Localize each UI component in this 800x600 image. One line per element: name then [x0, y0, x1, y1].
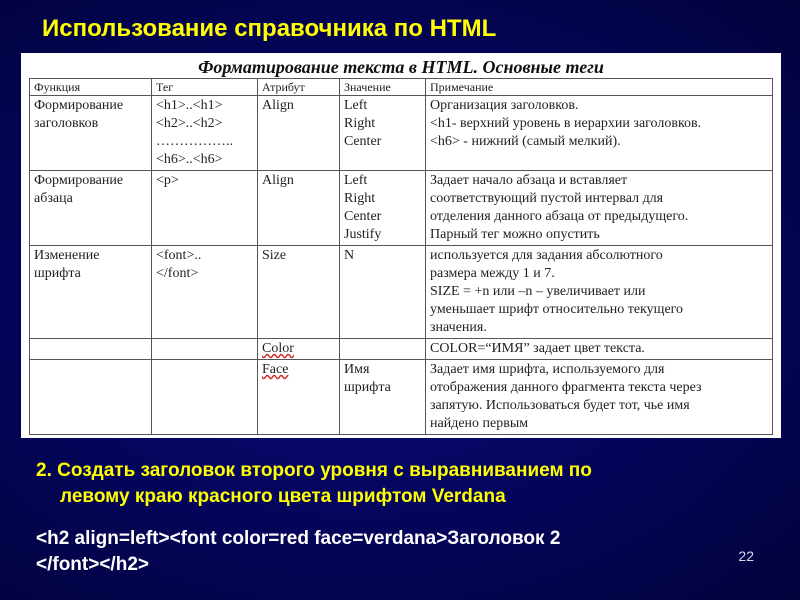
table-row	[30, 96, 773, 171]
cell-line: Организация заголовков.	[430, 98, 579, 113]
cell-line: Формирование	[34, 173, 124, 188]
table-cell-attribute	[258, 360, 340, 435]
cell-line: запятую. Использоваться будет тот, чье имя	[430, 398, 690, 413]
column-header: Функция	[30, 79, 152, 96]
table-cell-note	[426, 360, 773, 435]
task-line-2: левому краю красного цвета шрифтом Verdana	[60, 486, 506, 507]
cell-line: соответствующий пустой интервал для	[430, 191, 664, 206]
cell-line: <h6> - нижний (самый мелкий).	[430, 134, 621, 149]
cell-line: ……………..	[156, 134, 233, 149]
table-row	[30, 360, 773, 435]
cell-line: Задает имя шрифта, используемого для	[430, 362, 665, 377]
cell-line: Center	[344, 134, 382, 149]
column-header: Тег	[152, 79, 258, 96]
table-header-row	[30, 79, 773, 96]
table-cell-note	[426, 339, 773, 360]
cell-line: Имя	[344, 362, 370, 377]
cell-line: Изменение	[34, 248, 100, 263]
table-cell-attribute	[258, 96, 340, 171]
table-cell-tag	[152, 339, 258, 360]
table-cell-function	[30, 96, 152, 171]
cell-line: Задает начало абзаца и вставляет	[430, 173, 628, 188]
table-row	[30, 171, 773, 246]
cell-line: Left	[344, 173, 368, 188]
column-header: Примечание	[426, 79, 773, 96]
cell-line: абзаца	[34, 191, 73, 206]
cell-line: Right	[344, 191, 376, 206]
cell-line: отделения данного абзаца от предыдущего.	[430, 209, 689, 224]
reference-table-image	[21, 53, 781, 438]
table-cell-function	[30, 246, 152, 339]
table-cell-function	[30, 360, 152, 435]
table-cell-value	[340, 171, 426, 246]
cell-line: <h1- верхний уровень в иерархии заголовков.	[430, 116, 702, 131]
cell-line: уменьшает шрифт относительно текущего	[430, 302, 684, 317]
cell-line: SIZE = +n или –n – увеличивает или	[430, 284, 646, 299]
code-line-2: </font></h2>	[36, 554, 149, 575]
table-cell-note	[426, 246, 773, 339]
cell-line: Right	[344, 116, 376, 131]
cell-line: Left	[344, 98, 368, 113]
cell-line: Align	[262, 98, 294, 113]
column-header: Атрибут	[258, 79, 340, 96]
table-cell-tag	[152, 171, 258, 246]
cell-line: Center	[344, 209, 382, 224]
reference-table	[29, 78, 773, 435]
cell-line: Формирование	[34, 98, 124, 113]
cell-line: шрифта	[34, 266, 81, 281]
table-row	[30, 246, 773, 339]
task-line-1: 2. Создать заголовок второго уровня с выравниванием по	[36, 460, 592, 481]
table-cell-attribute	[258, 246, 340, 339]
table-row	[30, 339, 773, 360]
cell-line: Align	[262, 173, 294, 188]
cell-line: Size	[262, 248, 287, 263]
table-cell-value	[340, 360, 426, 435]
cell-line: <h1>..<h1>	[156, 98, 223, 113]
table-cell-attribute	[258, 339, 340, 360]
code-line-1: <h2 align=left><font color=red face=verdana>Заголовок 2	[36, 528, 561, 549]
cell-line: Justify	[344, 227, 382, 242]
cell-line: <h6>..<h6>	[156, 152, 223, 167]
table-cell-value	[340, 339, 426, 360]
code-example	[36, 526, 560, 578]
cell-line: Color	[262, 341, 294, 356]
cell-line: </font>	[156, 266, 199, 281]
task-text	[36, 458, 766, 510]
column-header: Значение	[340, 79, 426, 96]
table-cell-attribute	[258, 171, 340, 246]
cell-line: Face	[262, 362, 289, 377]
cell-line: N	[344, 248, 355, 263]
cell-line: COLOR=“ИМЯ” задает цвет текста.	[430, 341, 645, 356]
cell-line: <font>..	[156, 248, 202, 263]
cell-line: Парный тег можно опустить	[430, 227, 600, 242]
cell-line: отображения данного фрагмента текста через	[430, 380, 702, 395]
table-cell-tag	[152, 96, 258, 171]
cell-line: <p>	[156, 173, 179, 188]
table-cell-note	[426, 171, 773, 246]
cell-line: <h2>..<h2>	[156, 116, 223, 131]
page-number: 22	[738, 548, 754, 564]
table-cell-tag	[152, 360, 258, 435]
table-cell-tag	[152, 246, 258, 339]
table-cell-function	[30, 339, 152, 360]
slide-title: Использование справочника по HTML	[42, 15, 497, 42]
cell-line: найдено первым	[430, 416, 529, 431]
table-cell-function	[30, 171, 152, 246]
table-cell-value	[340, 246, 426, 339]
cell-line: значения.	[430, 320, 487, 335]
cell-line: используется для задания абсолютного	[430, 248, 663, 263]
table-heading: Форматирование текста в HTML. Основные теги	[198, 57, 604, 77]
table-cell-note	[426, 96, 773, 171]
cell-line: размера между 1 и 7.	[430, 266, 555, 281]
cell-line: заголовков	[34, 116, 99, 131]
table-cell-value	[340, 96, 426, 171]
cell-line: шрифта	[344, 380, 391, 395]
